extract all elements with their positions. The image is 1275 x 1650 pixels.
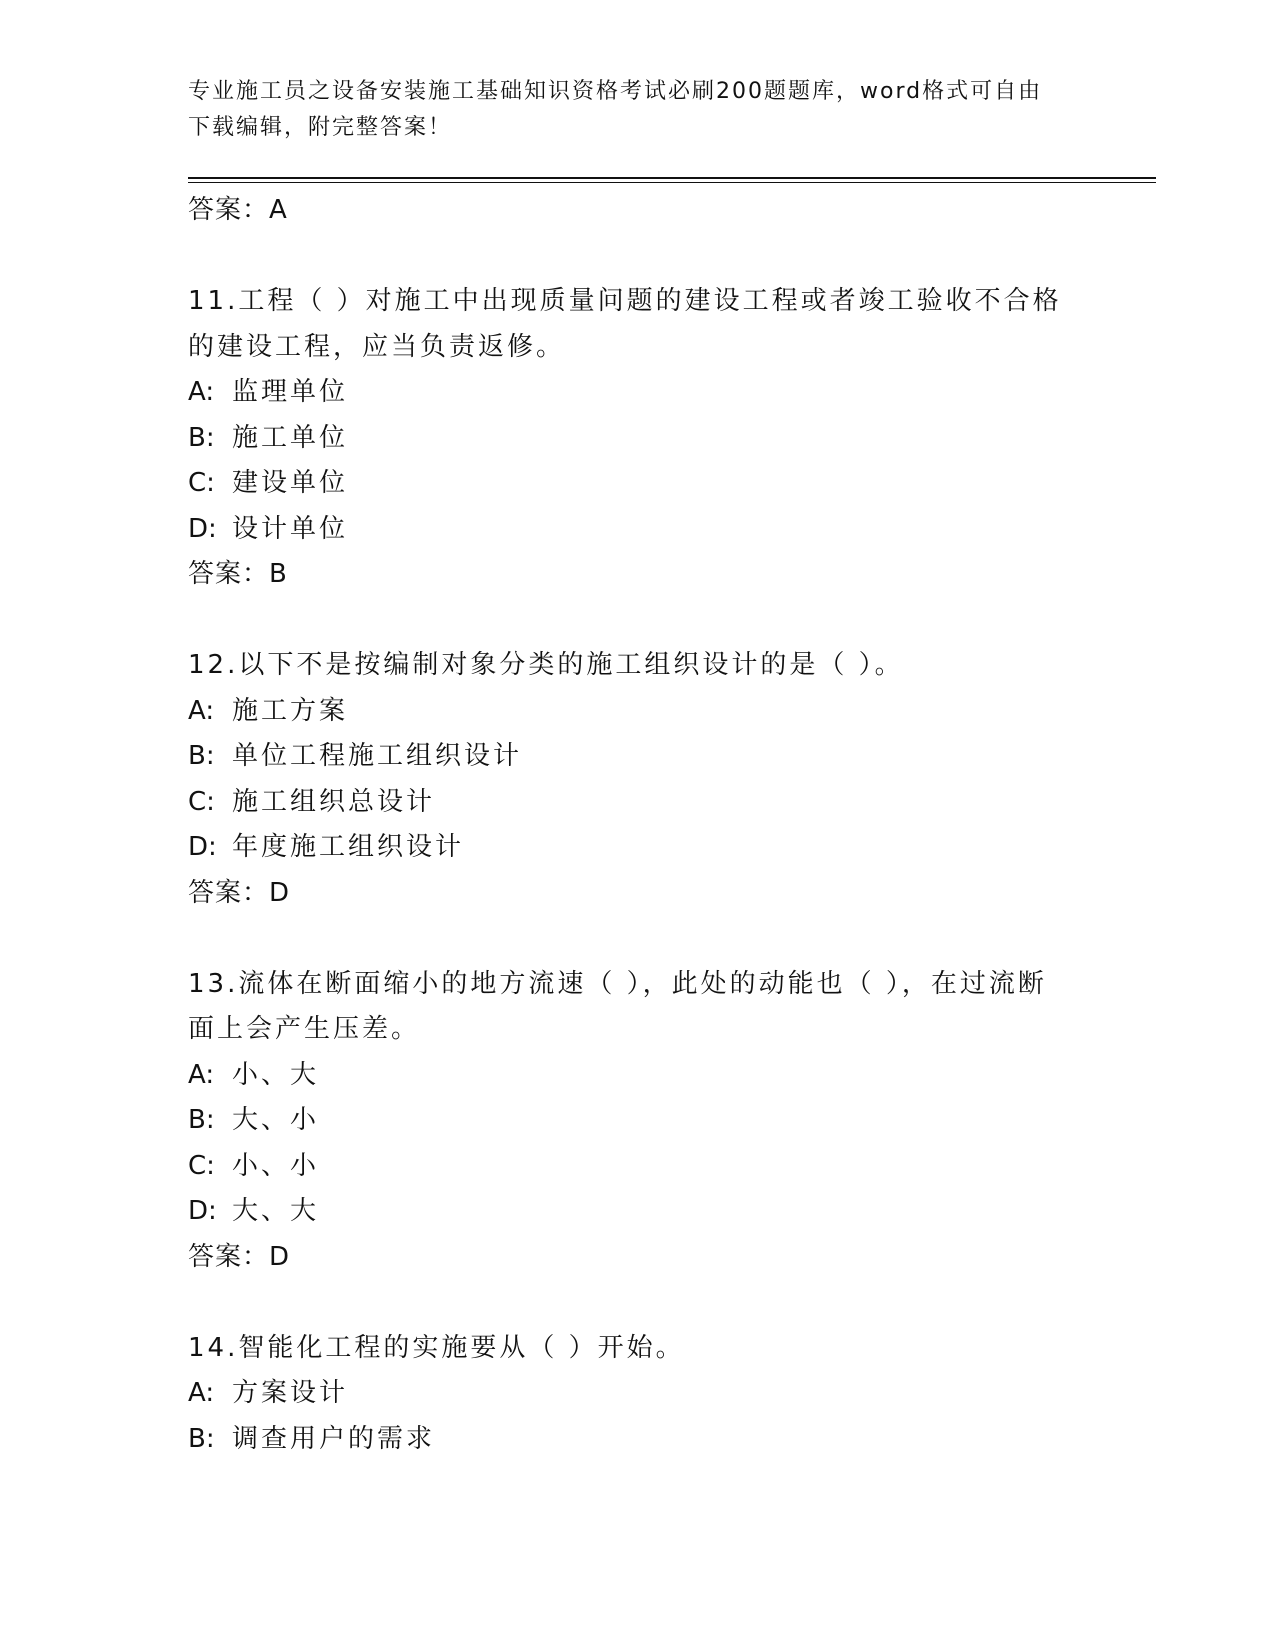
option-b xyxy=(188,1417,1088,1463)
option-b xyxy=(188,416,1088,462)
question-block xyxy=(188,643,1088,916)
option-a xyxy=(188,1053,1088,1099)
option-d xyxy=(188,507,1088,553)
option-a xyxy=(188,1371,1088,1417)
answer-line: 答案：A xyxy=(188,195,288,225)
option-letter: A: xyxy=(188,695,215,726)
spacer xyxy=(188,234,1088,280)
option-text: 单位工程施工组织设计 xyxy=(232,741,523,771)
option-text: 施工方案 xyxy=(232,695,349,726)
option-d xyxy=(188,825,1088,871)
option-letter: D: xyxy=(188,832,217,862)
option-text: 大、大 xyxy=(232,1196,320,1226)
option-text: 监理单位 xyxy=(232,377,349,407)
option-b xyxy=(188,1098,1088,1144)
question-text-line: 的建设工程，应当负责返修。 xyxy=(188,331,566,362)
option-letter: D: xyxy=(188,513,217,544)
spacer xyxy=(188,1280,1088,1326)
answer-line: 答案：D xyxy=(188,1241,291,1272)
document-header xyxy=(188,74,1088,146)
question-text-line: 12.以下不是按编制对象分类的施工组织设计的是（ ）。 xyxy=(188,650,904,680)
option-text: 大、小 xyxy=(232,1105,320,1135)
option-c xyxy=(188,1144,1088,1190)
option-text: 调查用户的需求 xyxy=(232,1423,436,1454)
option-text: 设计单位 xyxy=(232,513,349,544)
option-letter: C: xyxy=(188,1150,215,1181)
option-text: 方案设计 xyxy=(232,1378,349,1408)
option-letter: A: xyxy=(188,1059,215,1090)
header-line-1: 专业施工员之设备安装施工基础知识资格考试必刷200题题库，word格式可自由 xyxy=(188,79,1043,104)
option-a xyxy=(188,689,1088,735)
spacer xyxy=(188,598,1088,644)
option-letter: B: xyxy=(188,1423,215,1454)
option-letter: C: xyxy=(188,786,215,817)
header-line-2: 下载编辑，附完整答案！ xyxy=(188,115,453,140)
option-text: 施工单位 xyxy=(232,422,349,453)
option-d xyxy=(188,1189,1088,1235)
option-letter: B: xyxy=(188,1105,215,1135)
question-text-line: 13.流体在断面缩小的地方流速（ ），此处的动能也（ ），在过流断 xyxy=(188,968,1047,999)
header-divider-thick xyxy=(188,177,1156,179)
option-letter: C: xyxy=(188,468,215,498)
option-letter: A: xyxy=(188,1378,215,1408)
question-text-line: 面上会产生压差。 xyxy=(188,1014,421,1044)
option-text: 建设单位 xyxy=(232,468,349,498)
option-text: 年度施工组织设计 xyxy=(232,832,465,862)
question-block xyxy=(188,962,1088,1281)
option-b xyxy=(188,734,1088,780)
document-body xyxy=(188,188,1088,1462)
question-block xyxy=(188,279,1088,598)
option-letter: B: xyxy=(188,741,215,771)
option-letter: D: xyxy=(188,1196,217,1226)
question-block xyxy=(188,1326,1088,1463)
option-a xyxy=(188,370,1088,416)
answer-line: 答案：D xyxy=(188,877,291,908)
option-letter: B: xyxy=(188,422,215,453)
option-text: 小、大 xyxy=(232,1059,320,1090)
option-letter: A: xyxy=(188,377,215,407)
question-text-line: 11.工程（ ）对施工中出现质量问题的建设工程或者竣工验收不合格 xyxy=(188,286,1062,316)
option-text: 小、小 xyxy=(232,1150,320,1181)
header-divider-thin xyxy=(188,182,1156,183)
answer-line: 答案：B xyxy=(188,559,288,589)
question-text-line: 14.智能化工程的实施要从（ ）开始。 xyxy=(188,1332,685,1363)
option-c xyxy=(188,780,1088,826)
option-c xyxy=(188,461,1088,507)
spacer xyxy=(188,916,1088,962)
option-text: 施工组织总设计 xyxy=(232,786,436,817)
